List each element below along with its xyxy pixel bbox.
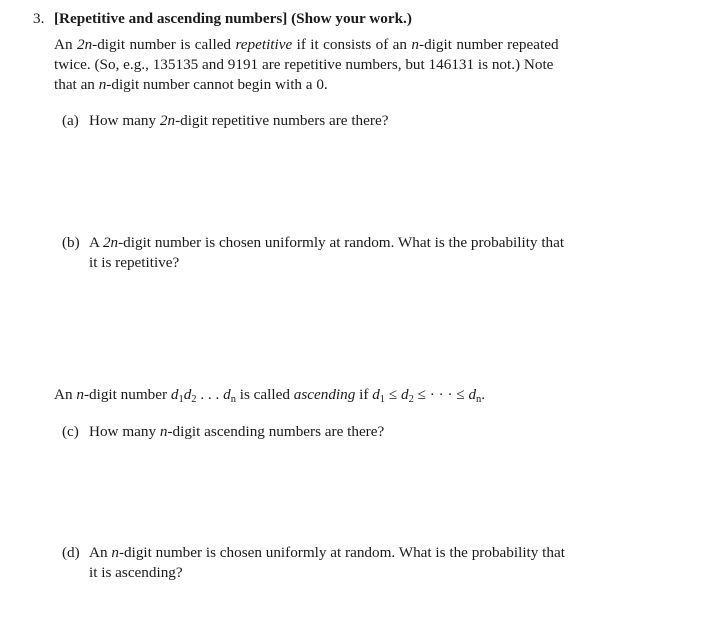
- ascending-definition: An n-digit number $d_1d_2$ . . . $d_n$ is called ascending if $d_1 \le d_2$ ≤ · · · ≤ $d_n$.: [54, 386, 486, 405]
- part-a-question: How many 2n-digit repetitive numbers are there?: [89, 112, 389, 129]
- part-b-label: (b): [62, 234, 80, 251]
- intro-line-2: twice. (So, e.g., 135135 and 9191 are repetitive numbers, but 146131 is not.) Note: [54, 56, 554, 73]
- intro-line-1: An 2n-digit number is called repetitive if it consists of an n-digit number repeated: [54, 36, 559, 53]
- problem-number: 3.: [33, 10, 45, 27]
- part-a-label: (a): [62, 112, 79, 129]
- part-b-question-line-1: A 2n-digit number is chosen uniformly at random. What is the probability that: [89, 234, 565, 251]
- part-c-label: (c): [62, 423, 79, 440]
- part-d-label: (d): [62, 544, 80, 561]
- part-d-question-line-2: it is ascending?: [89, 564, 183, 581]
- part-b-question-line-2: it is repetitive?: [89, 254, 180, 271]
- problem-title: [Repetitive and ascending numbers] (Show your work.): [54, 10, 412, 27]
- part-c-question: How many n-digit ascending numbers are there?: [89, 423, 385, 440]
- intro-line-3: that an n-digit number cannot begin with a 0.: [54, 76, 328, 93]
- part-d-question-line-1: An n-digit number is chosen uniformly at random. What is the probability that: [89, 544, 565, 561]
